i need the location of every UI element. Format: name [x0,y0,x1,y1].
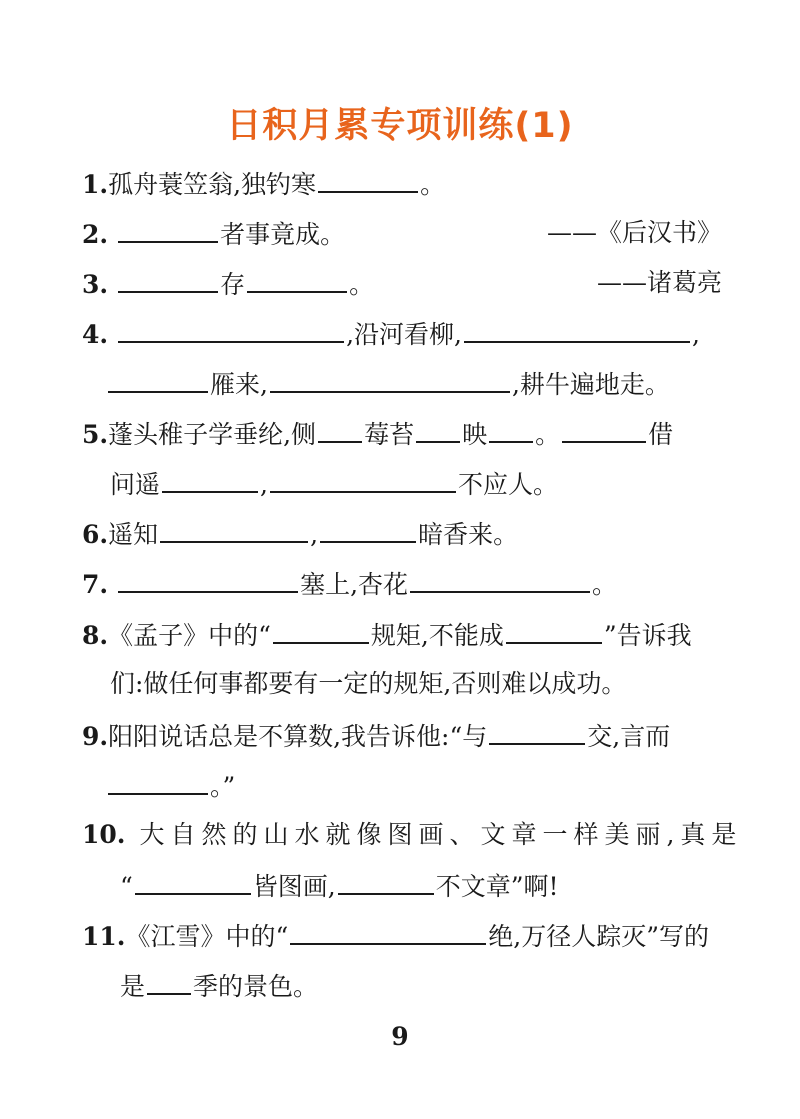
question-text: 规矩,不能成 [370,621,504,650]
question-text: 阳阳说话总是不算数,我告诉他:“与 [108,722,488,751]
answer-blank[interactable] [410,563,590,593]
answer-blank[interactable] [118,563,298,593]
question-number: 4. [82,320,109,349]
question-text: 借 [648,420,674,449]
answer-blank[interactable] [118,213,218,243]
question-text: 映 [462,420,488,449]
answer-blank[interactable] [162,463,258,493]
question-text: 交,言而 [587,722,671,751]
question-text: 。 [535,420,561,449]
answer-blank[interactable] [270,463,456,493]
question-8 [82,614,722,654]
question-number: 1. [82,170,109,199]
question-number: 6. [82,520,109,549]
question-number: 5. [82,420,109,449]
question-text: 。 [420,170,446,199]
answer-blank[interactable] [108,363,208,393]
question-text: 绝,万径人踪灭”写的 [488,922,710,951]
question-10 [82,815,743,855]
question-9 [82,715,722,755]
question-text: ”告诉我 [603,621,692,650]
question-text: , [691,320,700,349]
source-citation: ——诸葛亮 [596,268,722,297]
question-text: 季的景色。 [193,972,319,1001]
question-9-continued [82,765,722,805]
page-title: 日积月累专项训练(1) [226,106,574,146]
question-text: 存 [220,270,246,299]
question-10-continued [120,865,720,905]
answer-blank[interactable] [562,413,646,443]
answer-blank[interactable] [147,965,191,995]
question-8-continued [110,664,722,704]
question-text: 是 [120,972,146,1001]
answer-blank[interactable] [464,313,690,343]
question-text: 遥知 [108,520,159,549]
question-text: 雁来, [210,370,268,399]
answer-blank[interactable] [273,614,369,644]
question-2 [82,213,722,253]
question-text: 莓苔 [364,420,415,449]
answer-blank[interactable] [108,765,208,795]
question-text: 者事竟成。 [220,220,346,249]
answer-blank[interactable] [489,413,533,443]
question-number: 2. [82,220,109,249]
question-text: 们:做任何事都要有一定的规矩,否则难以成功。 [110,669,627,698]
question-4 [82,313,722,353]
question-4-continued [82,363,722,403]
question-11-continued [120,965,720,1005]
question-text: , [260,470,268,499]
question-7 [82,563,722,603]
answer-blank[interactable] [489,715,585,745]
answer-blank[interactable] [118,263,218,293]
answer-blank[interactable] [338,865,434,895]
question-number: 11. [82,922,126,951]
answer-blank[interactable] [160,513,308,543]
question-text: 问遥 [110,470,161,499]
question-number: 7. [82,570,109,599]
answer-blank[interactable] [270,363,510,393]
question-number: 9. [82,722,109,751]
answer-blank[interactable] [247,263,347,293]
question-text: 皆图画, [252,872,336,901]
answer-blank[interactable] [135,865,251,895]
question-text: ,耕牛遍地走。 [511,370,670,399]
answer-blank[interactable] [506,614,602,644]
question-text: 不文章”啊! [435,872,559,901]
question-1 [82,163,722,203]
question-number: 8. [82,621,109,650]
question-6 [82,513,722,553]
question-number: 3. [82,270,109,299]
question-number: 10. [82,820,126,849]
answer-blank[interactable] [290,915,486,945]
page-number: 9 [391,1022,409,1051]
question-text: 不应人。 [457,470,558,499]
question-text: 。” [210,772,236,801]
question-text: ,沿河看柳, [346,320,462,349]
question-11 [82,915,722,955]
answer-blank[interactable] [118,313,344,343]
question-5-continued [110,463,722,503]
question-5 [82,413,722,453]
question-3 [82,263,722,303]
source-citation: ——《后汉书》 [546,218,722,247]
answer-blank[interactable] [416,413,460,443]
question-text: , [310,520,319,549]
question-text: 暗香来。 [418,520,519,549]
question-text: 。 [592,570,618,599]
question-text: 塞上,杏花 [300,570,409,599]
answer-blank[interactable] [318,413,362,443]
question-text: 孤舟蓑笠翁,独钓寒 [108,170,317,199]
question-text: 大自然的山水就像图画、文章一样美丽,真是 [139,820,743,849]
question-text: 《江雪》中的“ [125,922,289,951]
question-text: 蓬头稚子学垂纶,侧 [108,420,317,449]
question-text: 。 [349,270,375,299]
answer-blank[interactable] [318,163,418,193]
answer-blank[interactable] [320,513,416,543]
question-text: 《孟子》中的“ [108,621,271,650]
question-text: “ [120,872,133,901]
